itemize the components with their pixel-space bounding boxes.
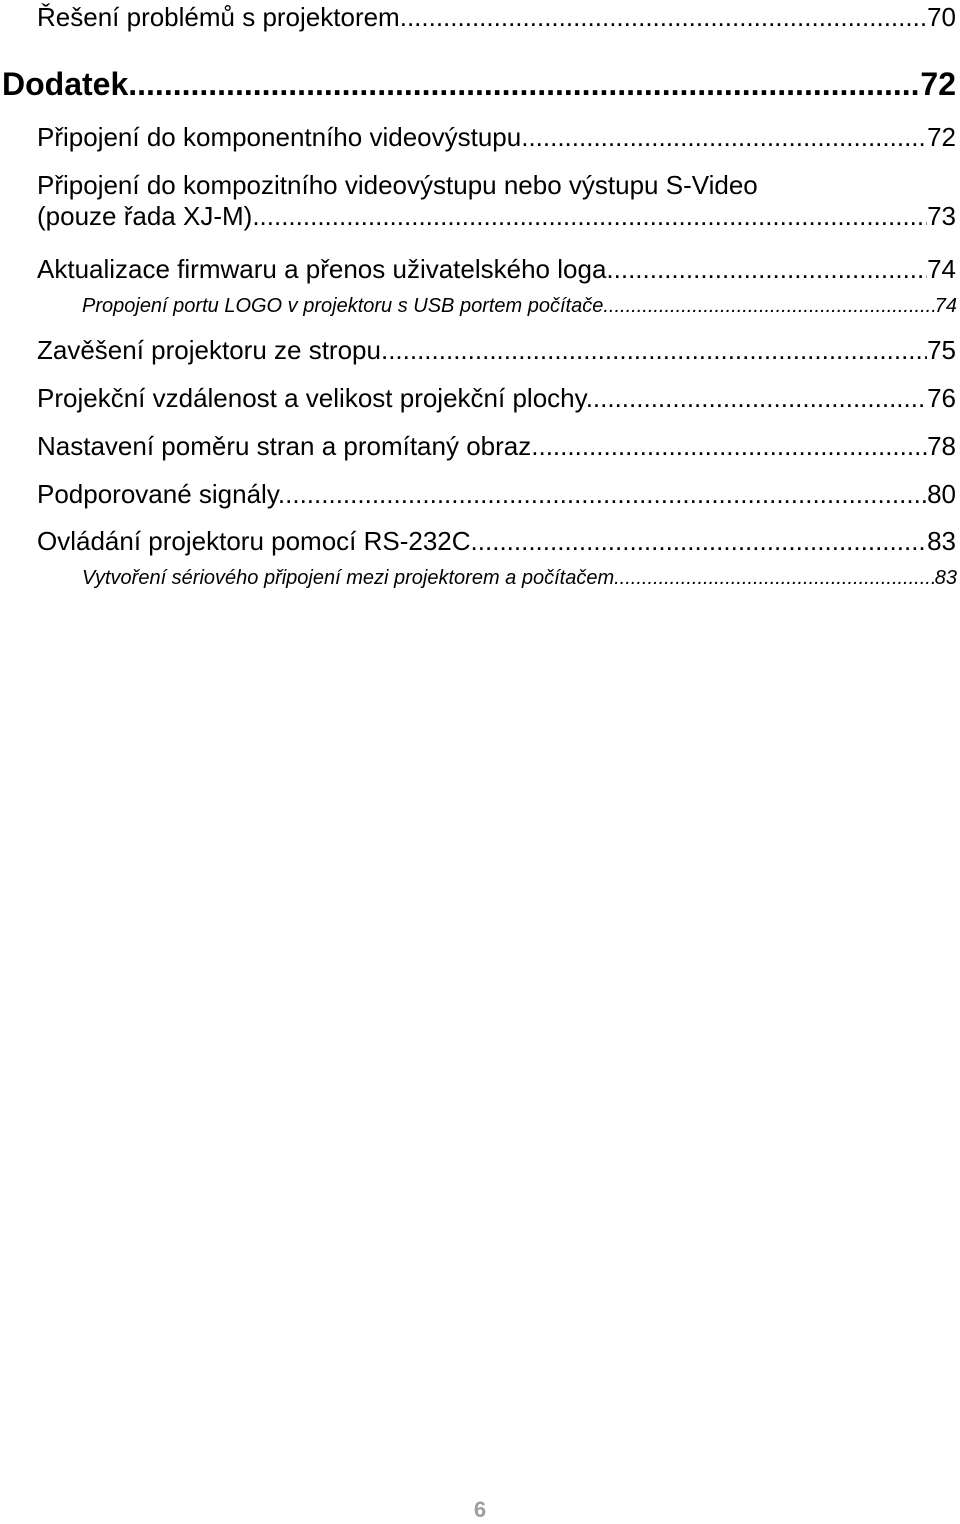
toc-entry-page: 75 — [927, 335, 956, 365]
toc-entry-logo-usb[interactable] — [82, 295, 957, 318]
toc-entry-page: 80 — [927, 479, 956, 509]
toc-entry-rs232[interactable] — [37, 526, 956, 557]
toc-entry-appendix[interactable] — [2, 66, 956, 103]
toc-entry-page: 72 — [920, 66, 956, 102]
toc-entry-distance[interactable] — [37, 383, 956, 414]
toc-entry-title-line1: Připojení do kompozitního videovýstupu nebo výstupu S-Video — [37, 170, 758, 200]
toc-entry-page: 73 — [927, 201, 956, 231]
toc-entry-page: 83 — [927, 526, 956, 556]
toc-entry-title: Aktualizace firmwaru a přenos uživatelského loga — [37, 254, 607, 284]
toc-entry-title: Připojení do komponentního videovýstupu — [37, 122, 522, 152]
toc-entry-page: 72 — [927, 122, 956, 152]
toc-entry-title: Podporované signály — [37, 479, 278, 509]
toc-entry-ceiling[interactable] — [37, 335, 956, 366]
toc-entry-title: Zavěšení projektoru ze stropu — [37, 335, 381, 365]
toc-entry-component[interactable] — [37, 122, 956, 153]
toc-entry-composite[interactable] — [37, 170, 956, 232]
toc-entry-title: Ovládání projektoru pomocí RS-232C — [37, 526, 471, 556]
toc-entry-page: 78 — [927, 431, 956, 461]
toc-entry-title: Vytvoření sériového připojení mezi projektorem a počítačem — [82, 567, 615, 589]
toc-entry-page: 74 — [934, 295, 957, 317]
toc-entry-page: 76 — [927, 383, 956, 413]
toc-entry-page: 74 — [927, 254, 956, 284]
toc-entry-signals[interactable] — [37, 479, 956, 510]
toc-entry-page: 83 — [934, 567, 957, 589]
toc-entry-aspect[interactable] — [37, 431, 956, 462]
toc-entry-title: Dodatek — [2, 66, 129, 102]
toc-entry-title: Propojení portu LOGO v projektoru s USB portem počítače — [82, 295, 604, 317]
toc-entry-page: 70 — [927, 2, 956, 32]
toc-entry-troubleshooting[interactable] — [37, 2, 956, 33]
toc-entry-title: Projekční vzdálenost a velikost projekční plochy — [37, 383, 586, 413]
toc-entry-title-line2: (pouze řada XJ-M) — [37, 201, 253, 231]
toc-entry-firmware[interactable] — [37, 254, 956, 285]
toc-entry-title: Nastavení poměru stran a promítaný obraz — [37, 431, 532, 461]
toc-entry-title: Řešení problémů s projektorem — [37, 2, 400, 32]
toc-entry-serial[interactable] — [82, 567, 957, 590]
page-number: 6 — [473, 1497, 487, 1522]
